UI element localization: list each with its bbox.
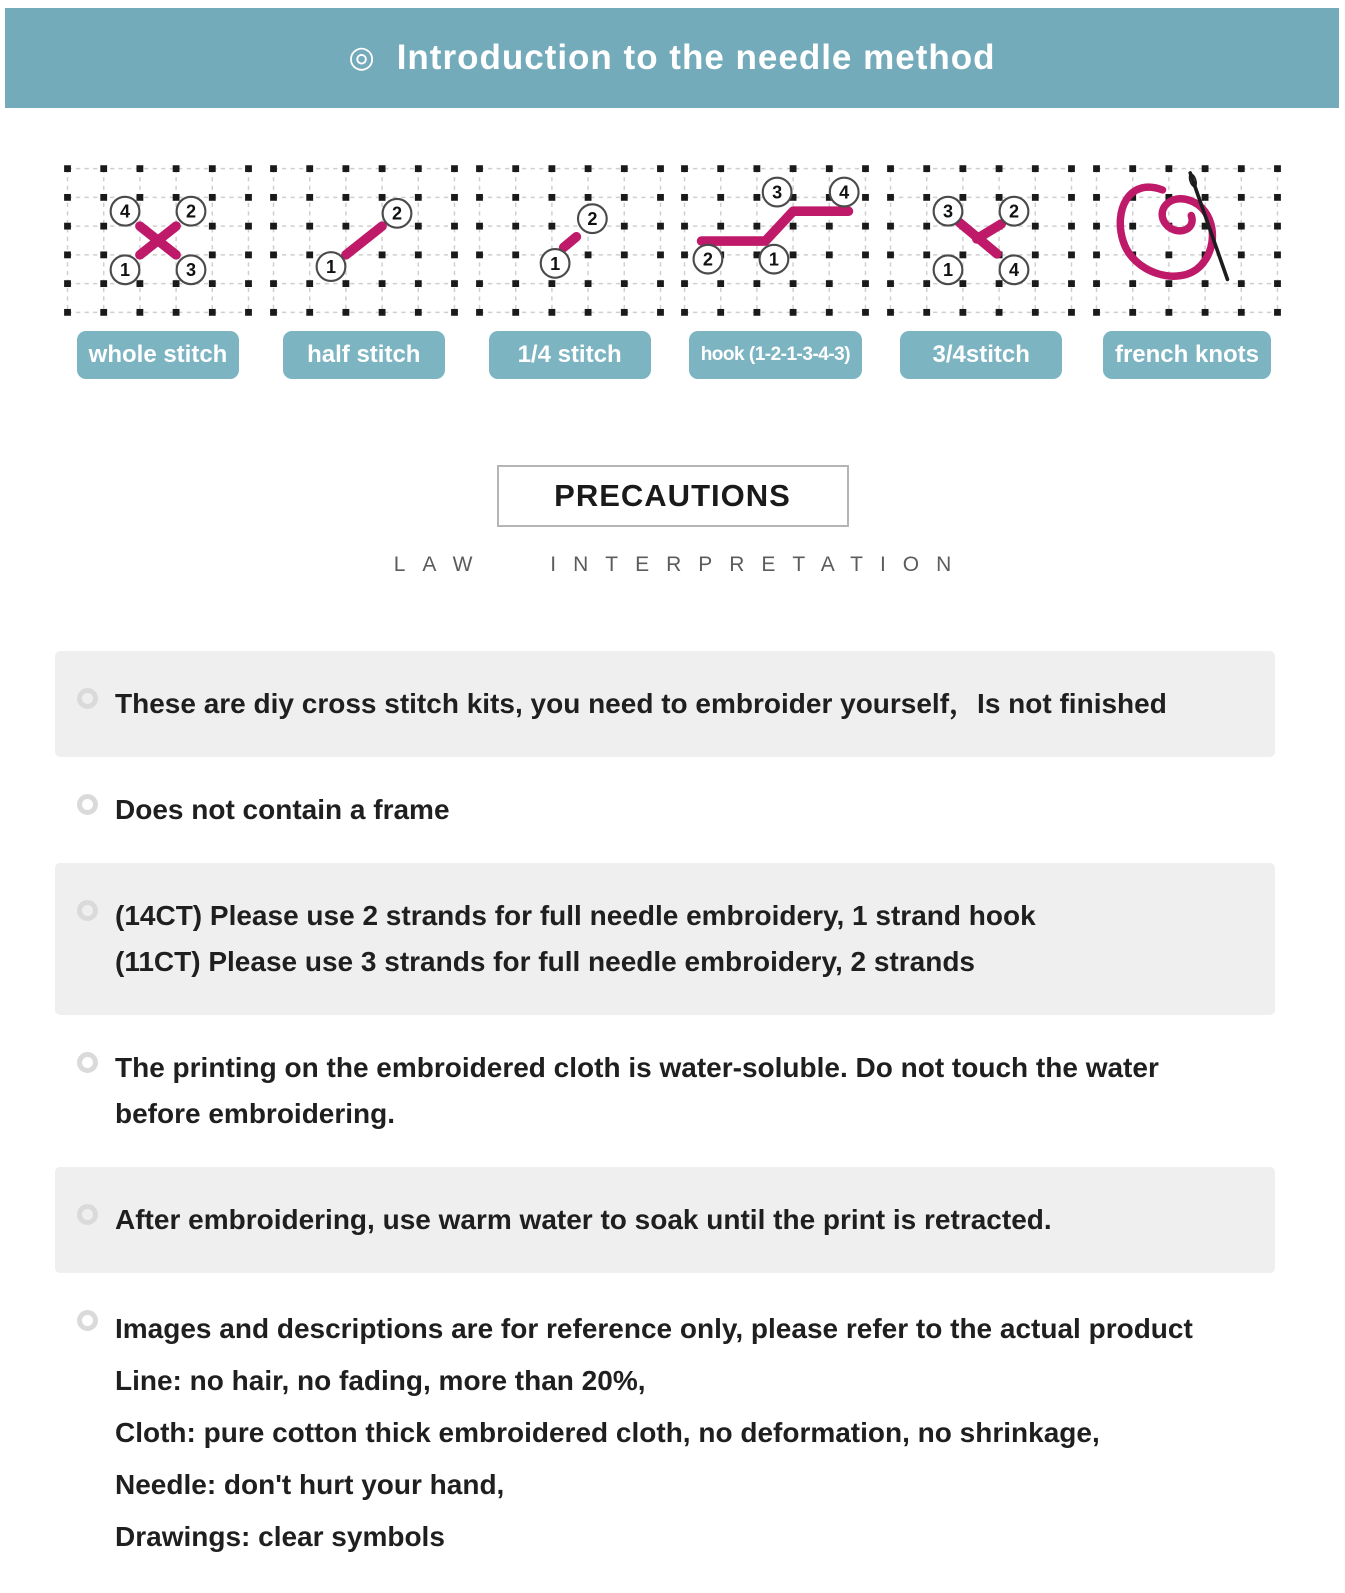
precaution-text: These are diy cross stitch kits, you need to embroider yourself，Is not finished	[115, 688, 1167, 719]
stitch-diagram-2	[264, 160, 464, 379]
stitch-grid-illustration	[265, 160, 463, 321]
precaution-text: The printing on the embroidered cloth is water-soluble. Do not touch the water before embroidering.	[115, 1052, 1159, 1129]
stitch-diagram-5	[881, 160, 1081, 379]
ring-bullet-icon	[77, 1052, 98, 1073]
precaution-list	[0, 651, 1345, 1593]
ring-bullet-icon	[77, 688, 98, 709]
stitch-label: french knots	[1103, 331, 1271, 379]
stitch-label: hook (1-2-1-3-4-3)	[689, 331, 862, 379]
stitch-grid-illustration	[1088, 160, 1286, 321]
svg-text:1: 1	[119, 260, 131, 281]
precaution-item-6	[55, 1273, 1275, 1593]
stitch-label: half stitch	[283, 331, 445, 379]
svg-text:1: 1	[325, 256, 336, 277]
stitch-diagram-4	[675, 160, 875, 379]
svg-text:1: 1	[943, 260, 954, 281]
precaution-item-5	[55, 1167, 1275, 1273]
stitch-grid-illustration	[882, 160, 1080, 321]
precautions-title-box	[497, 465, 849, 527]
stitch-grid-illustration	[59, 160, 257, 321]
stitch-diagram-row	[0, 160, 1345, 379]
svg-text:2: 2	[586, 209, 597, 230]
precaution-text: (14CT) Please use 2 strands for full needle embroidery, 1 strand hook (11CT) Please use 3 strands for full needle embroidery, 2 strands	[115, 900, 1036, 977]
precaution-text: Does not contain a frame	[115, 794, 450, 825]
precaution-item-2	[55, 757, 1275, 863]
svg-text:4: 4	[839, 182, 850, 203]
stitch-diagram-6	[1087, 160, 1287, 379]
ring-bullet-icon	[77, 900, 98, 921]
double-circle-icon: ◎	[348, 41, 375, 74]
stitch-label: whole stitch	[77, 331, 240, 379]
svg-text:4: 4	[119, 201, 131, 222]
ring-bullet-icon	[77, 794, 98, 815]
page-title: Introduction to the needle method	[396, 38, 996, 77]
svg-text:2: 2	[703, 249, 714, 270]
stitch-grid-illustration	[471, 160, 669, 321]
stitch-diagram-1	[58, 160, 258, 379]
svg-text:2: 2	[391, 203, 402, 224]
svg-text:4: 4	[1009, 260, 1020, 281]
precaution-text: After embroidering, use warm water to soak until the print is retracted.	[115, 1204, 1052, 1235]
svg-text:3: 3	[943, 201, 954, 222]
header-banner	[5, 8, 1339, 108]
svg-text:2: 2	[185, 201, 197, 222]
precaution-item-4	[55, 1015, 1275, 1167]
precaution-item-1	[55, 651, 1275, 757]
stitch-diagram-3	[470, 160, 670, 379]
stitch-label: 1/4 stitch	[489, 331, 651, 379]
svg-text:3: 3	[185, 260, 197, 281]
stitch-grid-illustration	[676, 160, 874, 321]
precaution-item-3	[55, 863, 1275, 1015]
stitch-label: 3/4stitch	[900, 331, 1062, 379]
precaution-text: Images and descriptions are for reference only, please refer to the actual product Line: no hair, no fading, more than 20%, Cloth: pure cotton thick embroidered cloth, no deformation, no shrinkage, Needle: don't hurt your hand, Drawings: clear symbols	[115, 1313, 1193, 1552]
ring-bullet-icon	[77, 1310, 98, 1331]
svg-text:3: 3	[772, 182, 783, 203]
ring-bullet-icon	[77, 1204, 98, 1225]
svg-text:1: 1	[549, 253, 560, 274]
precautions-title: PRECAUTIONS	[554, 478, 791, 513]
svg-text:1: 1	[769, 249, 780, 270]
svg-text:2: 2	[1009, 201, 1020, 222]
precautions-subtitle: LAW INTERPRETATION	[393, 553, 969, 576]
